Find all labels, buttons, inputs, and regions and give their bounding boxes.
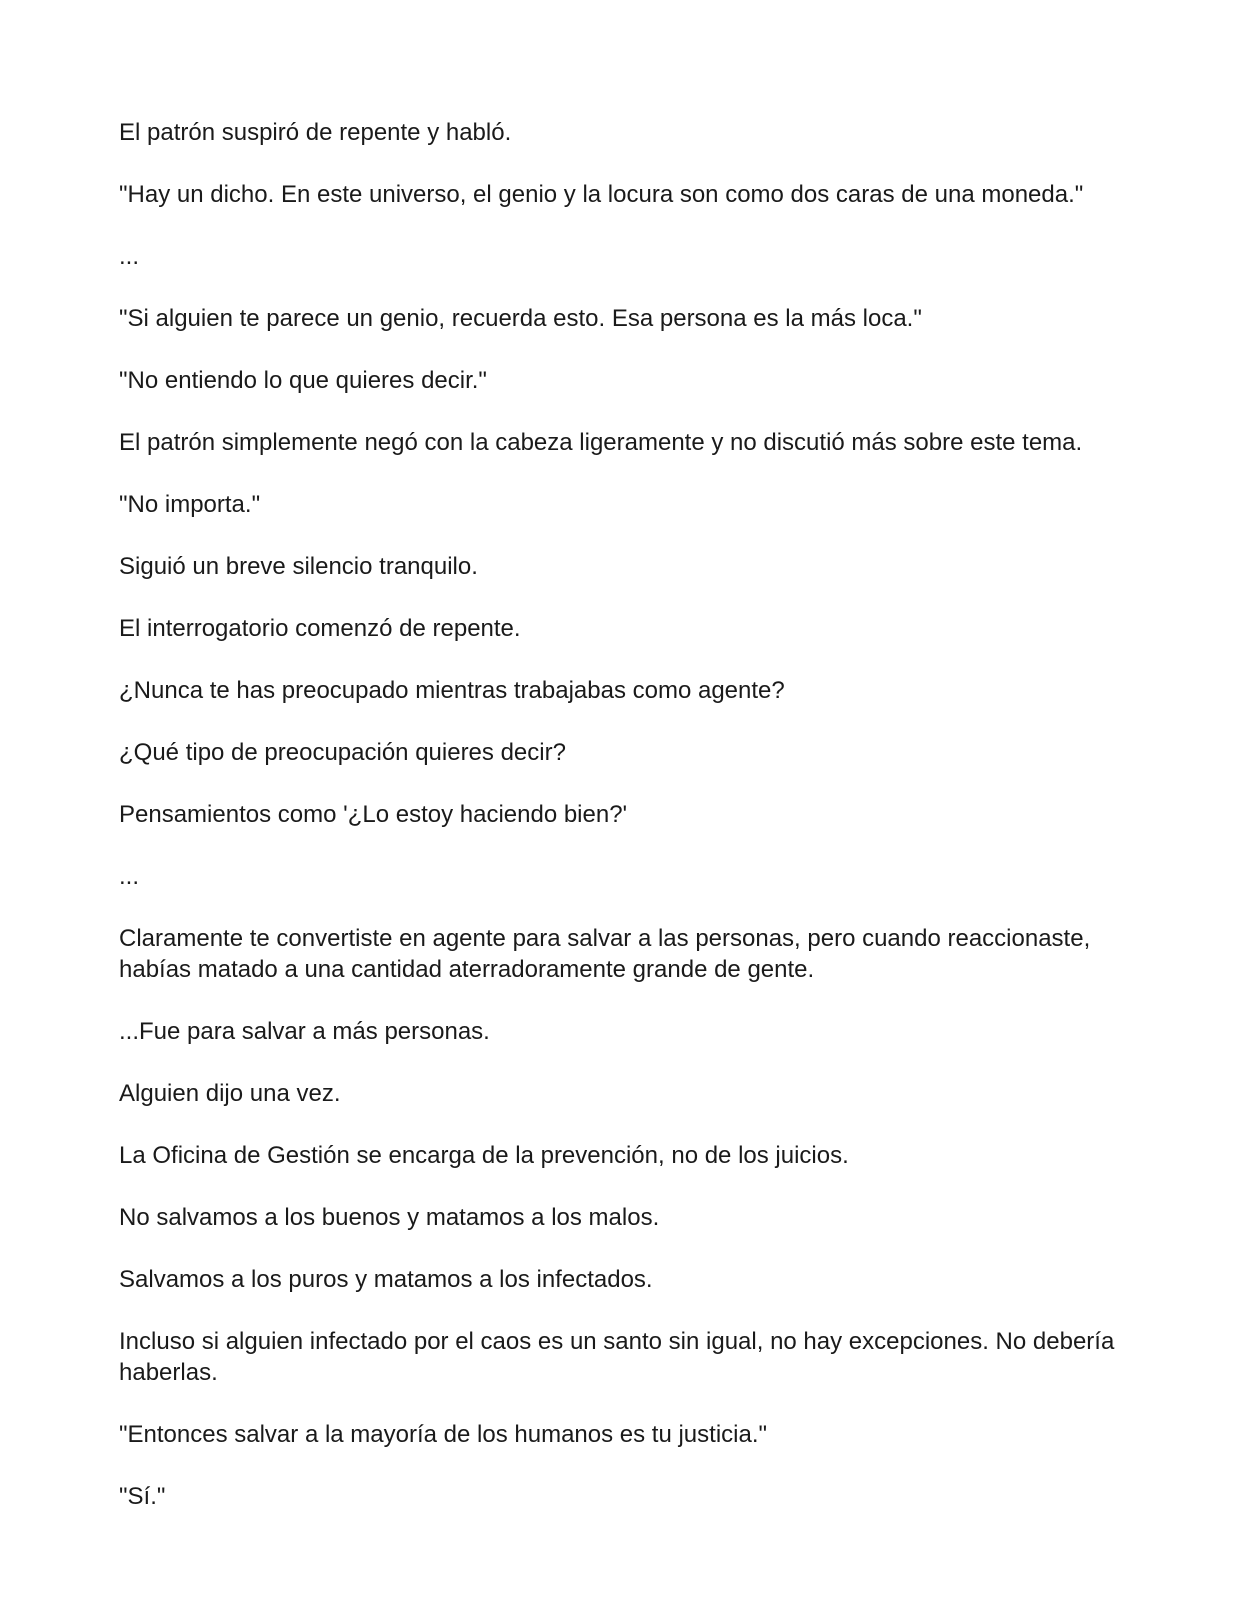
paragraph: Salvamos a los puros y matamos a los infectados.	[119, 1266, 653, 1293]
paragraph: ...	[119, 863, 140, 890]
paragraph: "Entonces salvar a la mayoría de los humanos es tu justicia."	[119, 1421, 768, 1448]
paragraph: El patrón suspiró de repente y habló.	[119, 119, 512, 146]
paragraph: El patrón simplemente negó con la cabeza ligeramente y no discutió más sobre este tema.	[119, 429, 1083, 456]
paragraph: ¿Qué tipo de preocupación quieres decir?	[119, 739, 566, 766]
paragraph: "Hay un dicho. En este universo, el genio y la locura son como dos caras de una moneda."	[119, 181, 1084, 208]
paragraph: ¿Nunca te has preocupado mientras trabajabas como agente?	[119, 677, 785, 704]
paragraph: Siguió un breve silencio tranquilo.	[119, 553, 478, 580]
paragraph: La Oficina de Gestión se encarga de la prevención, no de los juicios.	[119, 1142, 849, 1169]
paragraph: El interrogatorio comenzó de repente.	[119, 615, 521, 642]
paragraph: "Si alguien te parece un genio, recuerda esto. Esa persona es la más loca."	[119, 305, 922, 332]
paragraph: "No entiendo lo que quieres decir."	[119, 367, 487, 394]
paragraph: "No importa."	[119, 491, 261, 518]
paragraph: Incluso si alguien infectado por el caos es un santo sin igual, no hay excepciones. No debería haberlas.	[119, 1328, 1115, 1386]
paragraph: No salvamos a los buenos y matamos a los malos.	[119, 1204, 660, 1231]
paragraph: ...Fue para salvar a más personas.	[119, 1018, 490, 1045]
paragraph: Alguien dijo una vez.	[119, 1080, 341, 1107]
document-body	[119, 117, 1129, 1543]
paragraph: Claramente te convertiste en agente para salvar a las personas, pero cuando reaccionaste, habías matado a una cantidad aterradoramente grande de gente.	[119, 925, 1091, 983]
paragraph: ...	[119, 243, 140, 270]
paragraph: "Sí."	[119, 1483, 166, 1510]
paragraph: Pensamientos como '¿Lo estoy haciendo bien?'	[119, 801, 628, 828]
